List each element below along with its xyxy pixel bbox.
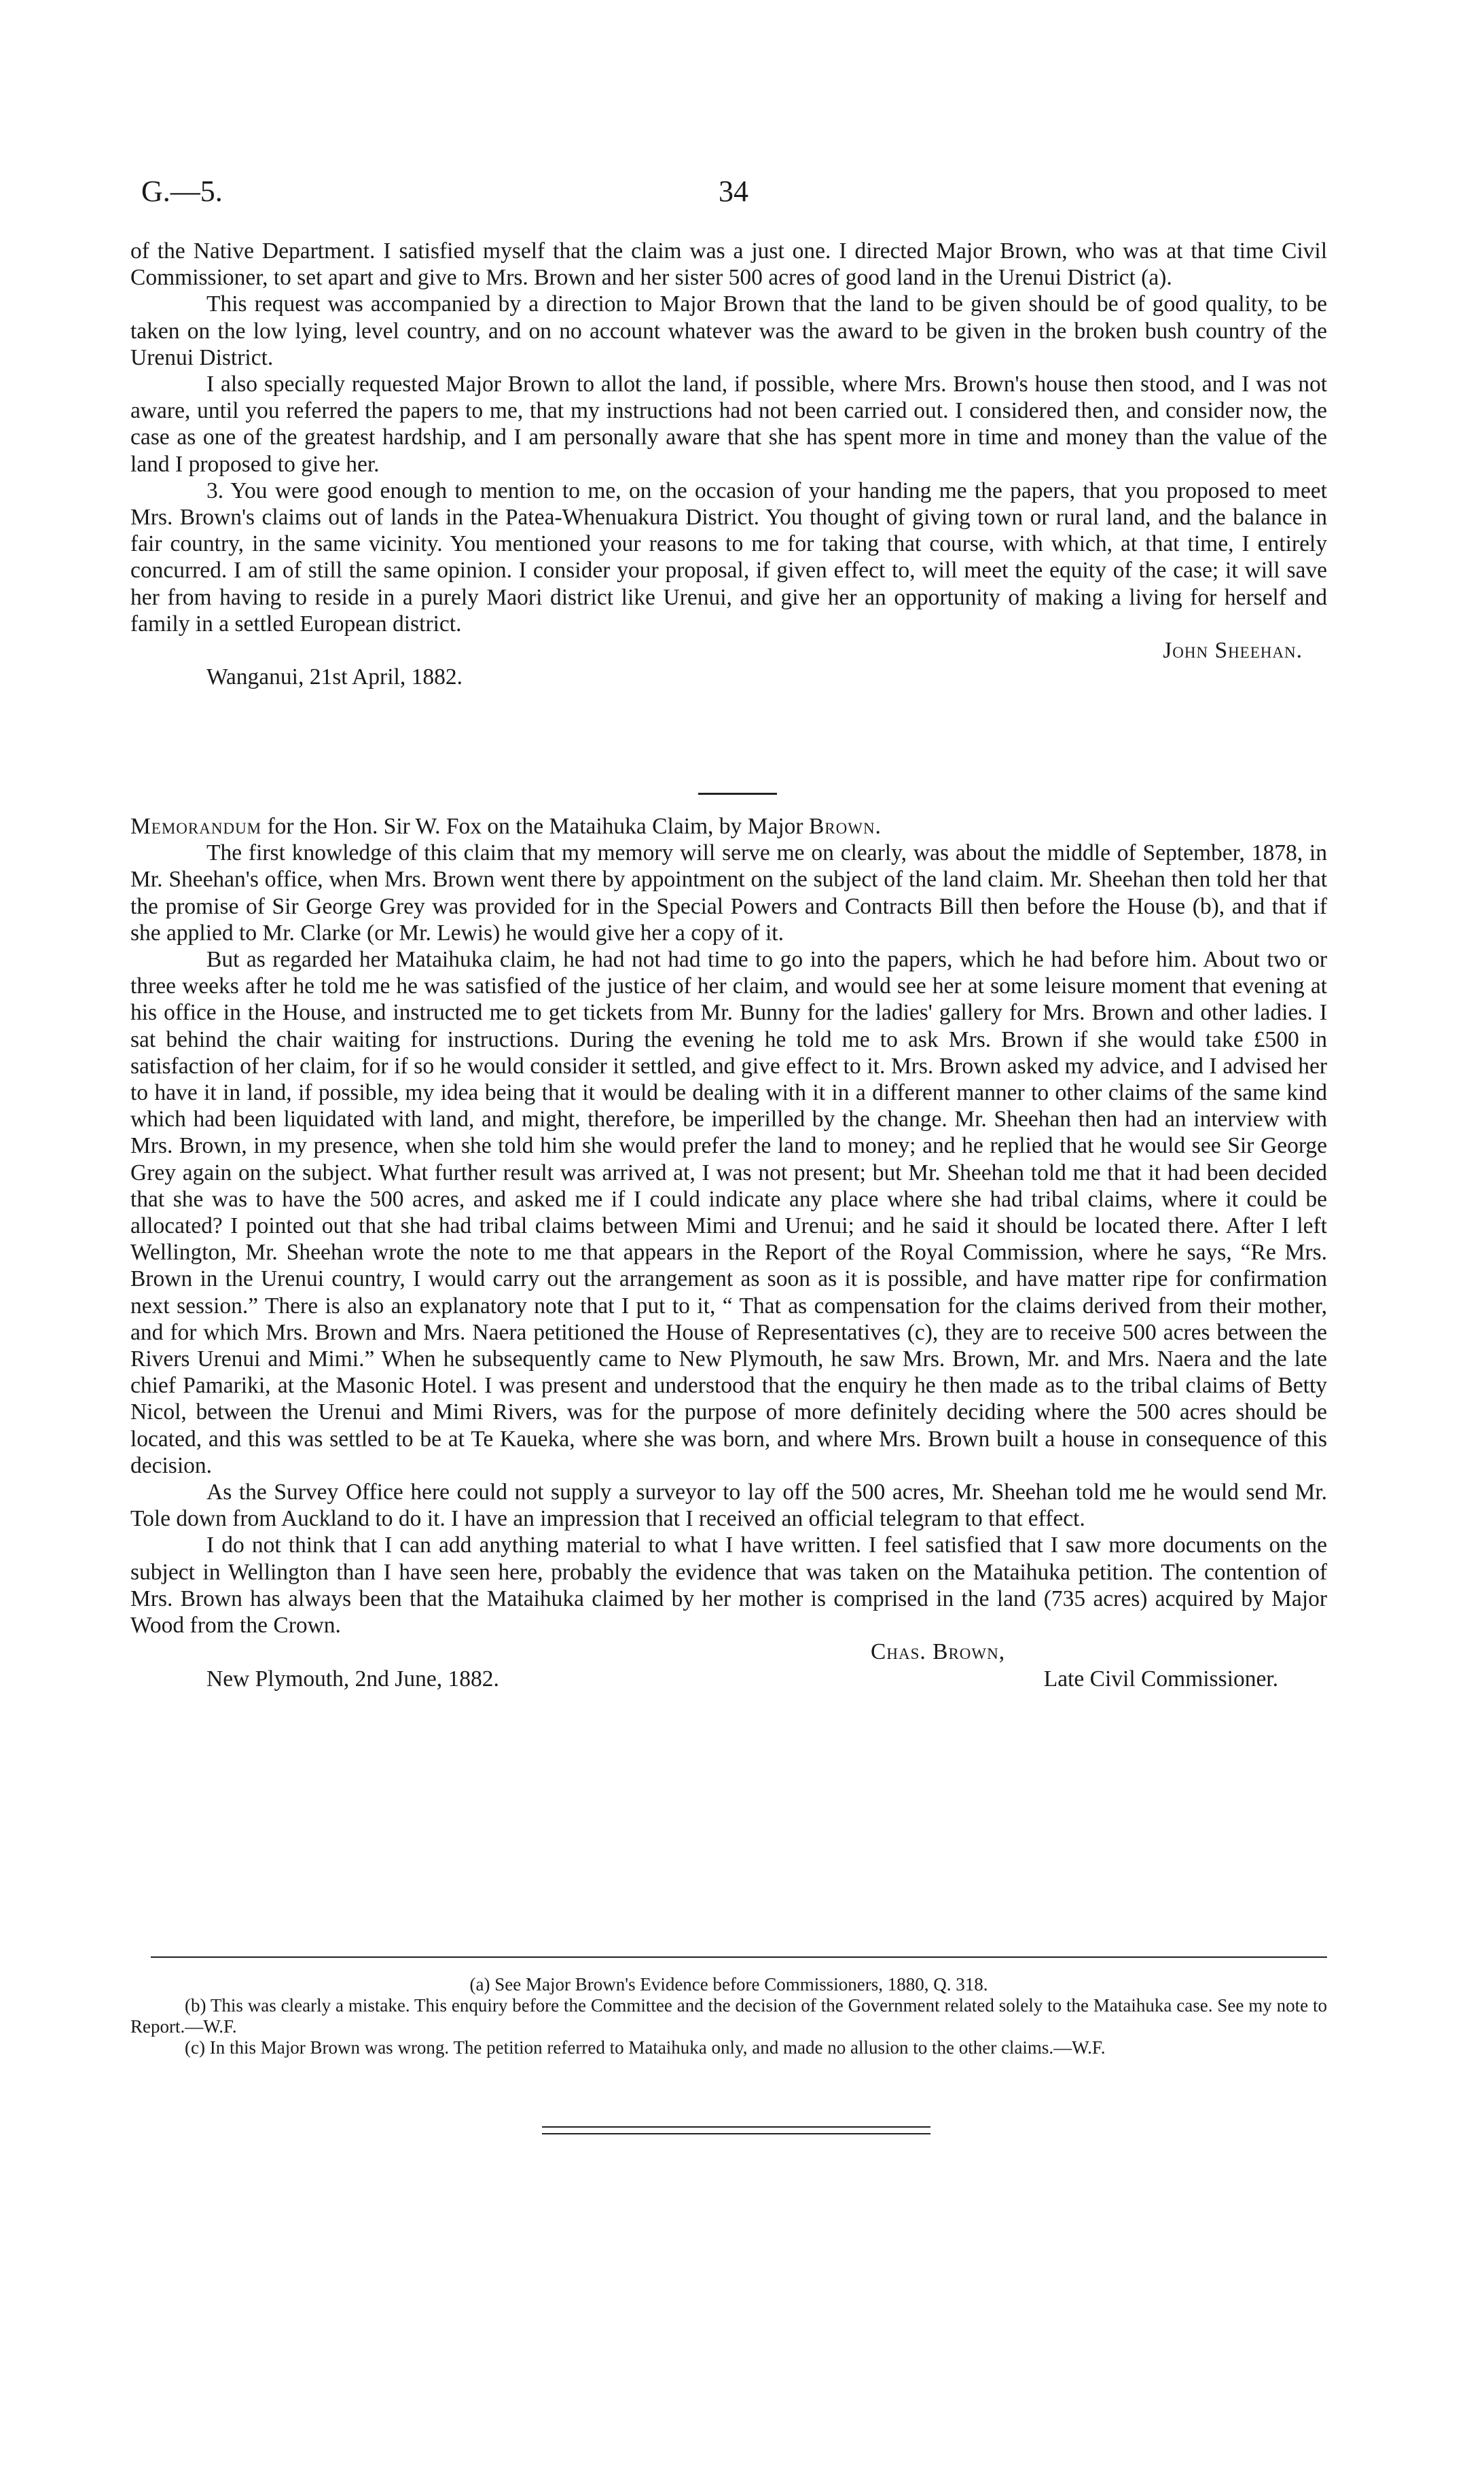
heading-word: Memorandum [130,814,262,839]
paragraph: of the Native Department. I satisfied myself that the claim was a just one. I directed Major Brown, who was at that time Civil Commissioner, to set apart and give to Mrs. Brown and her sister 500 acres of good land in the Urenui District (a). [130,238,1327,291]
footnote-a: (a) See Major Brown's Evidence before Commissioners, 1880, Q. 318. [469,1974,988,1994]
footnotes [130,1974,1327,2058]
end-rule-top [542,2126,930,2128]
signature-row [130,1666,1327,1692]
paragraph: 3. You were good enough to mention to me, on the occasion of your handing me the papers, that you proposed to meet Mrs. Brown's claims out of lands in the Patea-Whenuakura District. You thought of giving town or rural land, and the balance in fair country, in the same vicinity. You mentioned your reasons to me for taking that course, with which, at that time, I entirely concurred. I am of still the same opinion. I consider your proposal, if given effect to, will meet the equity of the case; it will save her from having to reside in a purely Maori district like Urenui, and give her an opportunity of making a living for herself and family in a settled European district. [130,478,1327,637]
memorandum [130,813,1327,1692]
page-number: 34 [719,175,748,208]
paragraph: As the Survey Office here could not supply a surveyor to lay off the 500 acres, Mr. Sheehan told me he would send Mr. Tole down from Auckland to do it. I have an impression that I received an official telegram to that effect. [130,1480,1327,1532]
memorandum-heading [130,813,1327,840]
series-reference: G.—5. [141,175,223,208]
heading-text: for the Hon. Sir W. Fox on the Mataihuka Claim, by Major [261,814,809,839]
paragraph: The first knowledge of this claim that my memory will serve me on clearly, was about the middle of September, 1878, in Mr. Sheehan's office, when Mrs. Brown went there by appointment on the subject of the land claim. Mr. Sheehan then told her that the promise of Sir George Grey was provided for in the Special Powers and Contracts Bill then before the House (b), and that if she applied to Mr. Clarke (or Mr. Lewis) he would give her a copy of it. [130,840,1327,946]
paragraph: I do not think that I can add anything material to what I have written. I feel satisfied that I saw more documents on the subject in Wellington than I have seen here, probably the evidence that was taken on the Mataihuka petition. The contention of Mrs. Brown has always been that the Mataihuka claimed by her mother is comprised in the land (735 acres) acquired by Major Wood from the Crown. [130,1533,1327,1639]
footnote-c: (c) In this Major Brown was wrong. The petition referred to Mataihuka only, and made no allusion to the other claims.—W.F. [185,2037,1106,2058]
signature: John Sheehan. [1163,638,1303,664]
paragraph: I also specially requested Major Brown to allot the land, if possible, where Mrs. Brown's house then stood, and I was not aware, until you referred the papers to me, that my instructions had not been carried out. I considered then, and consider now, the case as one of the greatest hardship, and I am personally aware that she has spent more in time and money than the value of the land I proposed to give her. [130,372,1327,477]
signature-title: Late Civil Commissioner. [1043,1666,1278,1692]
footnote-b: (b) This was clearly a mistake. This enquiry before the Committee and the decision of the Government related solely to the Mataihuka case. See my note to Report.—W.F. [130,1995,1327,2037]
end-rule-bottom [542,2133,930,2134]
dateline: New Plymouth, 2nd June, 1882. [206,1666,499,1692]
footnote-rule [151,1956,1327,1958]
paragraph: This request was accompanied by a direction to Major Brown that the land to be given should be of good quality, to be taken on the low lying, level country, and on no account whatever was the award to be given in the broken bush country of the Urenui District. [130,291,1327,370]
signature-name: Chas. Brown, [871,1639,1006,1665]
dateline: Wanganui, 21st April, 1882. [206,664,463,690]
section-divider [698,793,777,795]
heading-author: Brown. [808,814,882,839]
sheehan-letter [130,238,1327,690]
paragraph: But as regarded her Mataihuka claim, he had not had time to go into the papers, which he had before him. About two or three weeks after he told me he was satisfied of the justice of her claim, and would see her at some leisure moment that evening at his office in the House, and instructed me to get tickets from Mr. Bunny for the ladies' gallery for Mrs. Brown and other ladies. I sat behind the chair waiting for instructions. During the evening he told me to ask Mrs. Brown if she would take £500 in satisfaction of her claim, for if so he would consider it settled, and give effect to it. Mrs. Brown asked my advice, and I advised her to have it in land, if possible, my idea being that it would be dealing with it in a different manner to other claims of the same kind which had been liquidated with land, and might, therefore, be imperilled by the change. Mr. Sheehan then had an interview with Mrs. Brown, in my presence, when she told him she would prefer the land to money; and he replied that he would see Sir George Grey again on the subject. What further result was arrived at, I was not present; but Mr. Sheehan told me that it had been decided that she was to have the 500 acres, and asked me if I could indicate any place where she had tribal claims, where it could be allocated? I pointed out that she had tribal claims between Mimi and Urenui; and he said it should be located there. After I left Wellington, Mr. Sheehan wrote the note to me that appears in the Report of the Royal Commission, where he says, “Re Mrs. Brown in the Urenui country, I would carry out the arrangement as soon as it is possible, and have matter ripe for confirmation next session.” There is also an explanatory note that I put to it, “ That as compensation for the claims derived from their mother, and for which Mrs. Brown and Mrs. Naera petitioned the House of Representatives (c), they are to receive 500 acres between the Rivers Urenui and Mimi.” When he subsequently came to New Plymouth, he saw Mrs. Brown, Mr. and Mrs. Naera and the late chief Pamariki, at the Masonic Hotel. I was present and understood that the enquiry he then made as to the tribal claims of Betty Nicol, between the Urenui and Mimi Rivers, was for the purpose of more definitely deciding where the 500 acres should be located, and this was settled to be at Te Kaueka, where she was born, and where Mrs. Brown built a house in consequence of this decision. [130,947,1327,1478]
